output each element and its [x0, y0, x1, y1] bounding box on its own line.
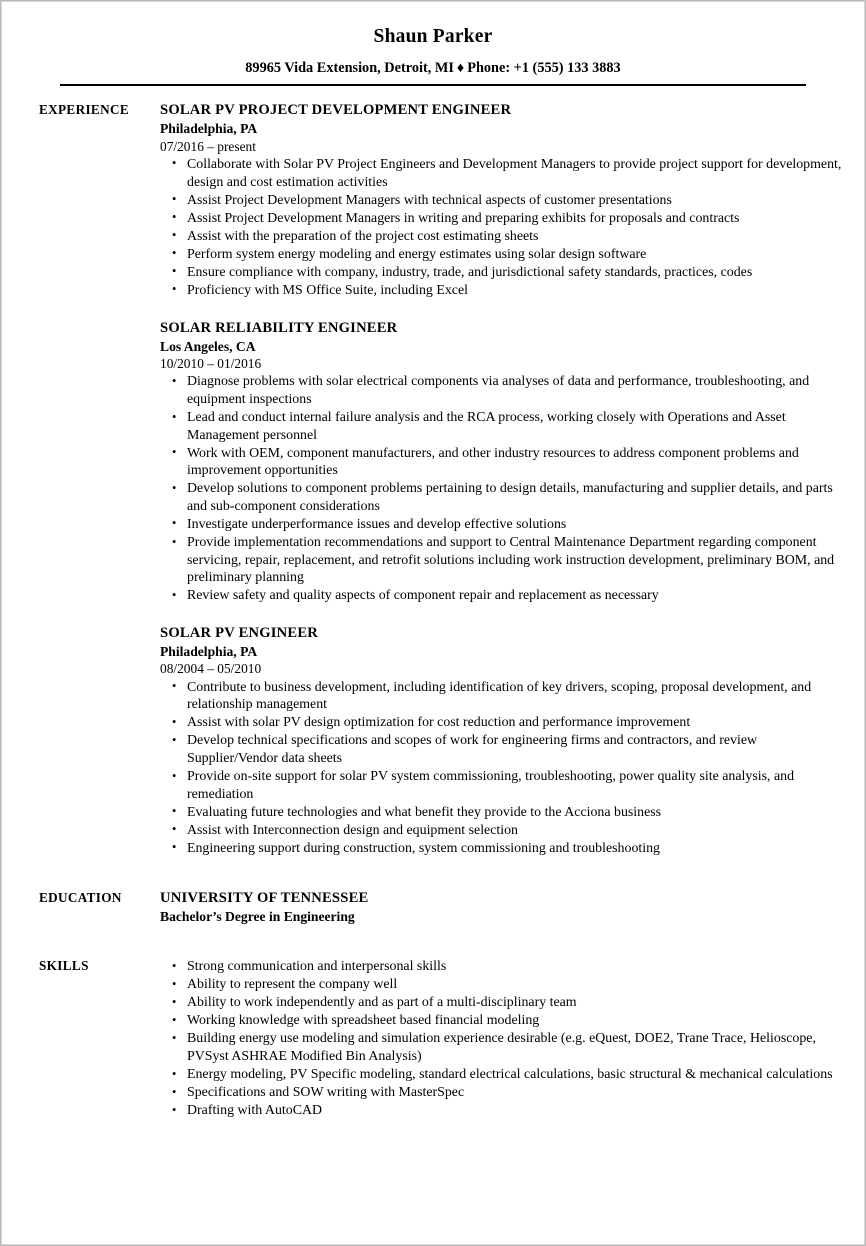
job-entry [160, 624, 844, 858]
skill-bullet: • Specifications and SOW writing with MasterSpec [160, 1084, 844, 1102]
skill-bullet: • Working knowledge with spreadsheet based financial modeling [160, 1012, 844, 1030]
education-entry [160, 889, 844, 926]
candidate-phone: Phone: +1 (555) 133 3883 [467, 60, 621, 77]
skill-bullet: • Energy modeling, PV Specific modeling, standard electrical calculations, basic structural & mechanical calculations [160, 1066, 844, 1084]
skills-bullet-list [160, 958, 844, 1120]
job-dates: 08/2004 – 05/2010 [160, 661, 262, 677]
job-bullet: • Evaluating future technologies and what benefit they provide to the Acciona business [160, 804, 844, 822]
job-bullet: • Assist Project Development Managers in writing and preparing exhibits for proposals and contracts [160, 210, 844, 228]
resume-page-inner-border [1, 1, 865, 1245]
diamond-separator-icon: ♦ [456, 60, 465, 77]
skill-bullet: • Building energy use modeling and simulation experience desirable (e.g. eQuest, DOE2, Trane Trace, Helioscope, PVSyst ASHRAE Modified Bin Analysis) [160, 1030, 844, 1065]
header-divider [60, 84, 806, 86]
job-bullet: • Develop technical specifications and scopes of work for engineering firms and contractors, and review Supplier/Vendor data sheets [160, 732, 844, 767]
job-bullet-list [160, 679, 844, 858]
experience-body [160, 101, 844, 857]
skill-bullet: • Ability to represent the company well [160, 976, 844, 994]
job-bullet: • Assist with Interconnection design and equipment selection [160, 822, 844, 840]
education-degree: Bachelor’s Degree in Engineering [160, 909, 355, 925]
education-body [160, 889, 844, 926]
job-bullet: • Ensure compliance with company, industry, trade, and jurisdictional safety standards, practices, codes [160, 264, 844, 282]
skill-bullet: • Ability to work independently and as part of a multi-disciplinary team [160, 994, 844, 1012]
job-bullet: • Diagnose problems with solar electrical components via analyses of data and performance, troubleshooting, and equipment inspections [160, 373, 844, 408]
candidate-name: Shaun Parker [373, 26, 493, 47]
job-entry [160, 101, 844, 299]
job-location: Los Angeles, CA [160, 338, 256, 354]
job-location: Philadelphia, PA [160, 643, 258, 659]
job-title: SOLAR PV PROJECT DEVELOPMENT ENGINEER [160, 102, 512, 119]
section-label-experience: EXPERIENCE [39, 102, 129, 118]
job-bullet: • Review safety and quality aspects of component repair and replacement as necessary [160, 587, 844, 605]
skill-bullet: • Drafting with AutoCAD [160, 1102, 844, 1120]
education-section [2, 889, 864, 926]
education-school: UNIVERSITY OF TENNESSEE [160, 890, 369, 907]
job-bullet-list [160, 373, 844, 605]
job-dates: 10/2010 – 01/2016 [160, 355, 262, 371]
job-dates: 07/2016 – present [160, 138, 256, 154]
section-label-education: EDUCATION [39, 890, 122, 906]
experience-section [2, 101, 864, 857]
job-bullet: • Collaborate with Solar PV Project Engineers and Development Managers to provide project support for development, design and cost estimation activities [160, 156, 844, 191]
job-bullet: • Assist Project Development Managers with technical aspects of customer presentations [160, 192, 844, 210]
job-bullet: • Investigate underperformance issues and develop effective solutions [160, 516, 844, 534]
skill-bullet: • Strong communication and interpersonal skills [160, 958, 844, 976]
job-bullet: • Proficiency with MS Office Suite, including Excel [160, 282, 844, 300]
job-bullet: • Perform system energy modeling and energy estimates using solar design software [160, 246, 844, 264]
resume-header [2, 2, 864, 86]
job-title: SOLAR RELIABILITY ENGINEER [160, 319, 398, 336]
job-bullet: • Develop solutions to component problems pertaining to design details, manufacturing and supplier details, and parts and sub-component considerations [160, 480, 844, 515]
job-title: SOLAR PV ENGINEER [160, 624, 319, 641]
candidate-contact-line [2, 61, 864, 77]
job-bullet: • Contribute to business development, including identification of key drivers, scoping, proposal development, and relationship management [160, 679, 844, 714]
job-bullet: • Assist with the preparation of the project cost estimating sheets [160, 228, 844, 246]
candidate-address: 89965 Vida Extension, Detroit, MI [245, 60, 454, 77]
job-bullet: • Work with OEM, component manufacturers, and other industry resources to address component problems and improvement opportunities [160, 445, 844, 480]
job-bullet: • Provide implementation recommendations and support to Central Maintenance Department regarding component servicing, repair, replacement, and retrofit solutions including work instruction development, preliminary BOM, and preliminary planning [160, 534, 844, 587]
job-entry [160, 319, 844, 605]
skills-section [2, 957, 864, 1120]
job-bullet: • Assist with solar PV design optimization for cost reduction and performance improvement [160, 714, 844, 732]
job-location: Philadelphia, PA [160, 121, 258, 137]
skills-body [160, 957, 844, 1120]
job-bullet: • Provide on-site support for solar PV system commissioning, troubleshooting, power quality site analysis, and remediation [160, 768, 844, 803]
job-bullet: • Lead and conduct internal failure analysis and the RCA process, working closely with Operations and Asset Management personnel [160, 409, 844, 444]
job-bullet-list [160, 156, 844, 300]
job-bullet: • Engineering support during construction, system commissioning and troubleshooting [160, 840, 844, 858]
section-label-skills: SKILLS [39, 958, 89, 974]
